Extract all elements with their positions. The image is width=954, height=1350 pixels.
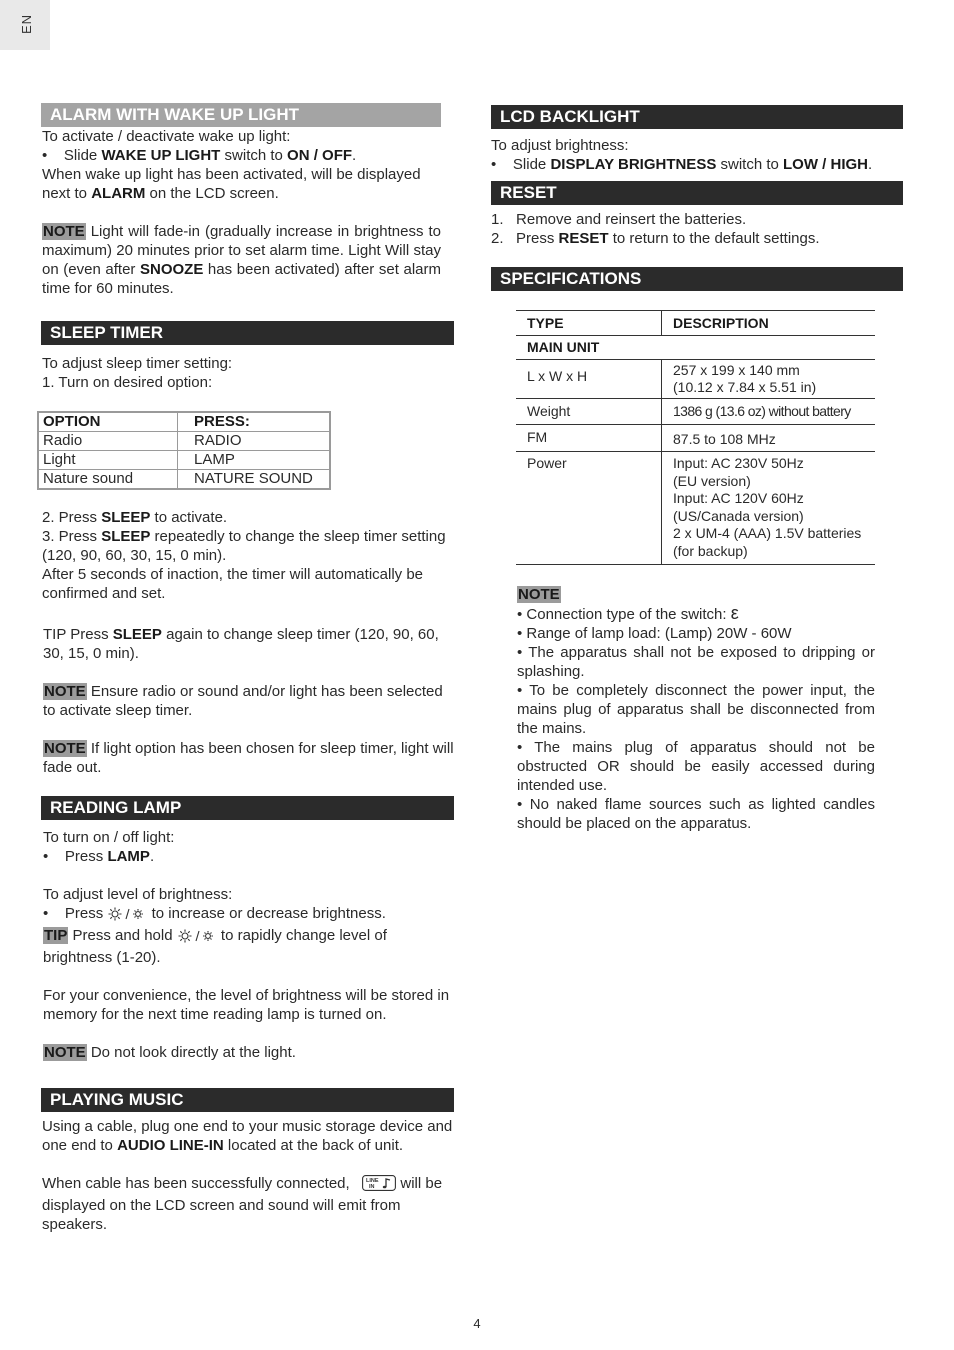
reset-step2: 2. Press RESET to return to the default settings. [491,230,820,247]
page-number: 4 [473,1316,481,1331]
sleep-options-table [37,411,331,490]
table-header-row [516,311,875,336]
brightness-up-down-icon [107,907,147,926]
table-header: TYPE [527,315,564,331]
lamp-section [41,796,454,1062]
sleep-step1: 1. Turn on desired option: [42,374,213,391]
table-row: Radio RADIO [38,432,330,451]
lamp-adjust: To adjust level of brightness: [43,886,233,903]
alarm-line3: When wake up light has been activated, will be displayed [42,166,421,183]
reset-title: RESET [491,181,903,205]
sleep-after: After 5 seconds of inaction, the timer will automatically be confirmed and set. [42,566,424,602]
table-header-row [38,412,330,432]
music-title: PLAYING MUSIC [41,1088,454,1112]
lamp-tip: TIP Press and hold to rapidly change level of brightness (1-20). [43,927,387,966]
sleep-step3: 3. Press SLEEP repeatedly to change the sleep timer setting (120, 90, 60, 30, 15, 0 min). [42,528,446,564]
note-badge: NOTE [43,223,85,240]
sleep-title: SLEEP TIMER [41,321,454,345]
svg-text:IN: IN [369,1184,375,1190]
lamp-memory: For your convenience, the level of brightness will be stored in memory for the next time reading lamp is turned on. [43,987,450,1023]
notes-section [517,585,875,833]
tip-badge: TIP [44,927,68,944]
backlight-bullet: • Slide DISPLAY BRIGHTNESS switch to LOW / HIGH. [491,156,873,173]
switch-symbol-icon: ε [730,603,739,623]
alarm-intro: To activate / deactivate wake up light: [42,128,291,145]
reset-section [491,181,903,248]
sleep-tip: TIP Press SLEEP again to change sleep timer (120, 90, 60, 30, 15, 0 min). [43,626,439,662]
list-item: • The apparatus shall not be exposed to dripping or splashing. [517,644,875,680]
table-header: OPTION [43,413,101,430]
specs-title: SPECIFICATIONS [491,267,903,291]
alarm-note: NOTE Light will fade-in (gradually increase in brightness to maximum) 20 minutes prior to set alarm time. Light Will stay on (even after SNOOZE has been activated) after set alarm time for 60 minutes. [42,223,441,297]
backlight-title: LCD BACKLIGHT [491,105,903,129]
note-badge: NOTE [44,740,86,757]
note-badge: NOTE [44,1044,86,1061]
backlight-intro: To adjust brightness: [491,137,629,154]
lamp-title: READING LAMP [41,796,454,820]
table-row: Power Input: AC 230V 50Hz (EU version) Input: AC 120V 60Hz (US/Canada version) 2 x UM-4 (AAA) 1.5V batteries (for backup) [516,452,875,565]
table-row: Light LAMP [38,451,330,470]
sleep-note2: NOTE If light option has been chosen for sleep timer, light will fade out. [43,740,454,776]
sleep-step2: 2. Press SLEEP to activate. [42,509,228,526]
specs-section [491,267,903,291]
svg-text:LINE: LINE [366,1178,379,1184]
music-p2: When cable has been successfully connected, LINE IN will be displayed on the LCD screen and sound will emit from speakers. [42,1175,443,1233]
note-badge: NOTE [518,586,560,603]
language-tab [0,0,50,50]
list-item: • No naked flame sources such as lighted candles should be placed on the apparatus. [517,796,875,832]
music-section [41,1088,459,1234]
lamp-intro: To turn on / off light: [43,829,175,846]
reset-step1: 1. Remove and reinsert the batteries. [491,211,747,228]
list-item: • Connection type of the switch: ε [517,603,739,623]
brightness-up-down-icon [177,929,217,948]
music-p1: Using a cable, plug one end to your music storage device and one end to AUDIO LINE-IN located at the back of unit. [42,1118,453,1154]
table-row: L x W x H 257 x 199 x 140 mm (10.12 x 7.84 x 5.51 in) [516,360,875,399]
note-badge: NOTE [44,683,86,700]
table-row: Nature sound NATURE SOUND [38,470,330,490]
list-item: • To be completely disconnect the power input, the mains plug of apparatus shall be disconnected from the mains. [517,682,875,737]
alarm-section [41,103,441,298]
table-header: DESCRIPTION [673,315,769,331]
table-row: FM 87.5 to 108 MHz [516,425,875,452]
table-row: Weight 1386 g (13.6 oz) without battery [516,399,875,425]
backlight-section [491,105,903,174]
line-in-icon [362,1175,396,1196]
sleep-intro: To adjust sleep timer setting: [42,355,233,372]
specs-table [516,310,875,565]
alarm-title: ALARM WITH WAKE UP LIGHT [41,103,441,127]
lamp-bullet2: • Press to increase or decrease brightness. [43,904,454,926]
sleep-note1: NOTE Ensure radio or sound and/or light has been selected to activate sleep timer. [43,683,443,719]
alarm-line4: next to ALARM on the LCD screen. [42,185,279,202]
language-label: EN [19,13,34,34]
table-row: MAIN UNIT [516,336,875,360]
alarm-bullet: • Slide WAKE UP LIGHT switch to ON / OFF. [42,147,357,164]
sleep-section [41,321,454,777]
lamp-note: NOTE Do not look directly at the light. [44,1044,296,1061]
table-header: PRESS: [194,413,250,430]
lamp-bullet1: • Press LAMP. [43,848,155,865]
list-item: • The mains plug of apparatus should not be obstructed OR should be easily accessed during intended use. [517,739,875,794]
list-item: • Range of lamp load: (Lamp) 20W - 60W [517,625,792,642]
